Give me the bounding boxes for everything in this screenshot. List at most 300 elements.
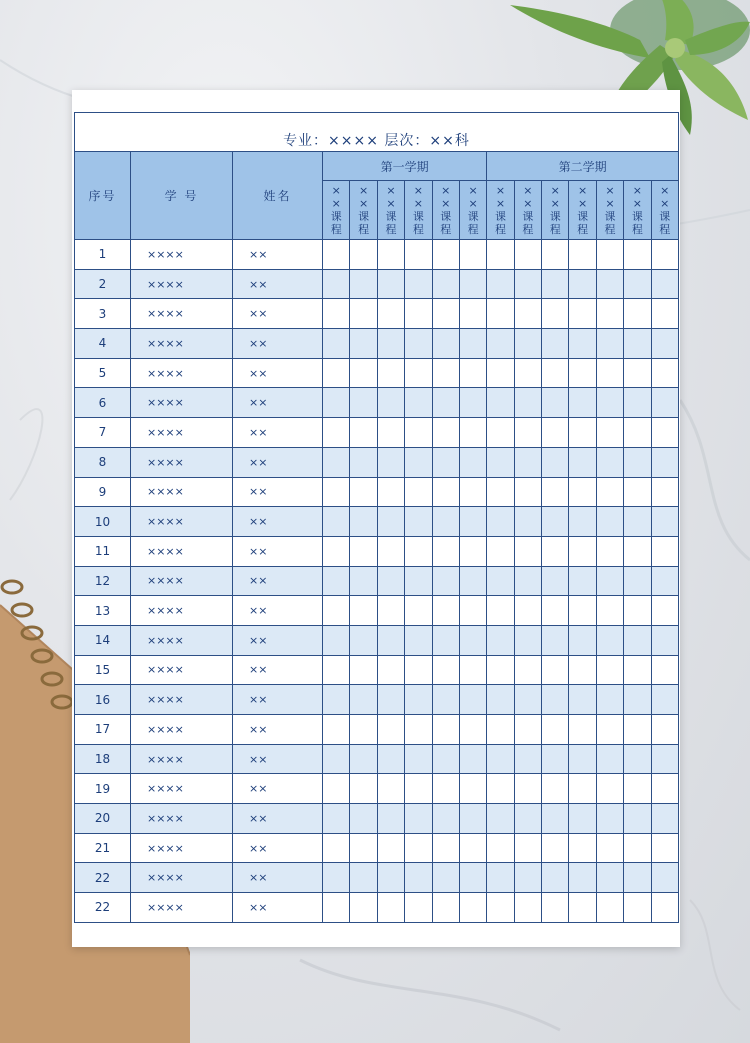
grade-cell[interactable]: [596, 388, 623, 418]
grade-cell[interactable]: [432, 269, 459, 299]
grade-cell[interactable]: [624, 240, 651, 270]
grade-cell[interactable]: [624, 507, 651, 537]
grade-cell[interactable]: [377, 774, 404, 804]
grade-cell[interactable]: [651, 329, 678, 359]
grade-cell[interactable]: [542, 329, 569, 359]
grade-cell[interactable]: [432, 447, 459, 477]
grade-cell[interactable]: [651, 240, 678, 270]
grade-cell[interactable]: [405, 536, 432, 566]
grade-cell[interactable]: [432, 299, 459, 329]
grade-cell[interactable]: [377, 477, 404, 507]
grade-cell[interactable]: [624, 744, 651, 774]
grade-cell[interactable]: [487, 477, 514, 507]
grade-cell[interactable]: [624, 388, 651, 418]
grade-cell[interactable]: [459, 804, 486, 834]
grade-cell[interactable]: [624, 299, 651, 329]
grade-cell[interactable]: [377, 833, 404, 863]
grade-cell[interactable]: [432, 329, 459, 359]
grade-cell[interactable]: [377, 418, 404, 448]
grade-cell[interactable]: [542, 804, 569, 834]
grade-cell[interactable]: [569, 536, 596, 566]
grade-cell[interactable]: [377, 655, 404, 685]
grade-cell[interactable]: [651, 418, 678, 448]
grade-cell[interactable]: [432, 893, 459, 923]
grade-cell[interactable]: [487, 863, 514, 893]
grade-cell[interactable]: [624, 566, 651, 596]
grade-cell[interactable]: [487, 358, 514, 388]
grade-cell[interactable]: [542, 507, 569, 537]
grade-cell[interactable]: [323, 477, 350, 507]
grade-cell[interactable]: [350, 744, 377, 774]
grade-cell[interactable]: [569, 299, 596, 329]
grade-cell[interactable]: [569, 596, 596, 626]
grade-cell[interactable]: [514, 507, 541, 537]
grade-cell[interactable]: [350, 299, 377, 329]
grade-cell[interactable]: [569, 833, 596, 863]
grade-cell[interactable]: [569, 774, 596, 804]
grade-cell[interactable]: [596, 625, 623, 655]
grade-cell[interactable]: [487, 447, 514, 477]
grade-cell[interactable]: [323, 299, 350, 329]
grade-cell[interactable]: [569, 418, 596, 448]
grade-cell[interactable]: [459, 240, 486, 270]
grade-cell[interactable]: [651, 863, 678, 893]
grade-cell[interactable]: [323, 774, 350, 804]
grade-cell[interactable]: [514, 299, 541, 329]
grade-cell[interactable]: [624, 863, 651, 893]
grade-cell[interactable]: [405, 744, 432, 774]
grade-cell[interactable]: [514, 833, 541, 863]
grade-cell[interactable]: [542, 715, 569, 745]
grade-cell[interactable]: [459, 507, 486, 537]
grade-cell[interactable]: [596, 329, 623, 359]
grade-cell[interactable]: [542, 625, 569, 655]
grade-cell[interactable]: [323, 655, 350, 685]
grade-cell[interactable]: [405, 685, 432, 715]
grade-cell[interactable]: [405, 804, 432, 834]
grade-cell[interactable]: [323, 536, 350, 566]
grade-cell[interactable]: [487, 655, 514, 685]
grade-cell[interactable]: [514, 477, 541, 507]
grade-cell[interactable]: [405, 240, 432, 270]
grade-cell[interactable]: [596, 804, 623, 834]
grade-cell[interactable]: [487, 240, 514, 270]
grade-cell[interactable]: [323, 240, 350, 270]
grade-cell[interactable]: [514, 329, 541, 359]
grade-cell[interactable]: [651, 477, 678, 507]
grade-cell[interactable]: [624, 655, 651, 685]
grade-cell[interactable]: [651, 715, 678, 745]
grade-cell[interactable]: [569, 625, 596, 655]
grade-cell[interactable]: [432, 774, 459, 804]
grade-cell[interactable]: [377, 329, 404, 359]
grade-cell[interactable]: [459, 596, 486, 626]
grade-cell[interactable]: [651, 388, 678, 418]
grade-cell[interactable]: [350, 240, 377, 270]
grade-cell[interactable]: [542, 418, 569, 448]
grade-cell[interactable]: [323, 447, 350, 477]
grade-cell[interactable]: [514, 418, 541, 448]
grade-cell[interactable]: [596, 893, 623, 923]
grade-cell[interactable]: [487, 685, 514, 715]
grade-cell[interactable]: [377, 536, 404, 566]
grade-cell[interactable]: [377, 715, 404, 745]
grade-cell[interactable]: [487, 774, 514, 804]
grade-cell[interactable]: [377, 269, 404, 299]
grade-cell[interactable]: [487, 299, 514, 329]
grade-cell[interactable]: [350, 507, 377, 537]
grade-cell[interactable]: [350, 655, 377, 685]
grade-cell[interactable]: [487, 893, 514, 923]
grade-cell[interactable]: [459, 625, 486, 655]
grade-cell[interactable]: [596, 240, 623, 270]
grade-cell[interactable]: [487, 833, 514, 863]
grade-cell[interactable]: [432, 536, 459, 566]
grade-cell[interactable]: [405, 566, 432, 596]
grade-cell[interactable]: [569, 893, 596, 923]
grade-cell[interactable]: [487, 269, 514, 299]
grade-cell[interactable]: [542, 685, 569, 715]
grade-cell[interactable]: [569, 715, 596, 745]
grade-cell[interactable]: [542, 863, 569, 893]
grade-cell[interactable]: [405, 299, 432, 329]
grade-cell[interactable]: [569, 804, 596, 834]
grade-cell[interactable]: [487, 625, 514, 655]
grade-cell[interactable]: [432, 804, 459, 834]
grade-cell[interactable]: [651, 447, 678, 477]
grade-cell[interactable]: [377, 388, 404, 418]
grade-cell[interactable]: [624, 715, 651, 745]
grade-cell[interactable]: [459, 655, 486, 685]
grade-cell[interactable]: [542, 566, 569, 596]
grade-cell[interactable]: [596, 418, 623, 448]
grade-cell[interactable]: [487, 715, 514, 745]
grade-cell[interactable]: [624, 685, 651, 715]
grade-cell[interactable]: [596, 358, 623, 388]
grade-cell[interactable]: [323, 685, 350, 715]
grade-cell[interactable]: [350, 774, 377, 804]
grade-cell[interactable]: [651, 744, 678, 774]
grade-cell[interactable]: [542, 358, 569, 388]
grade-cell[interactable]: [596, 863, 623, 893]
grade-cell[interactable]: [323, 507, 350, 537]
grade-cell[interactable]: [459, 774, 486, 804]
grade-cell[interactable]: [350, 477, 377, 507]
grade-cell[interactable]: [624, 418, 651, 448]
grade-cell[interactable]: [514, 804, 541, 834]
grade-cell[interactable]: [514, 240, 541, 270]
grade-cell[interactable]: [432, 477, 459, 507]
grade-cell[interactable]: [405, 507, 432, 537]
grade-cell[interactable]: [624, 536, 651, 566]
grade-cell[interactable]: [459, 299, 486, 329]
grade-cell[interactable]: [542, 299, 569, 329]
grade-cell[interactable]: [514, 269, 541, 299]
grade-cell[interactable]: [377, 804, 404, 834]
grade-cell[interactable]: [596, 477, 623, 507]
grade-cell[interactable]: [377, 358, 404, 388]
grade-cell[interactable]: [514, 596, 541, 626]
grade-cell[interactable]: [323, 863, 350, 893]
grade-cell[interactable]: [569, 447, 596, 477]
grade-cell[interactable]: [432, 507, 459, 537]
grade-cell[interactable]: [624, 893, 651, 923]
grade-cell[interactable]: [569, 507, 596, 537]
grade-cell[interactable]: [432, 418, 459, 448]
grade-cell[interactable]: [542, 447, 569, 477]
grade-cell[interactable]: [459, 715, 486, 745]
grade-cell[interactable]: [405, 477, 432, 507]
grade-cell[interactable]: [350, 388, 377, 418]
grade-cell[interactable]: [596, 299, 623, 329]
grade-cell[interactable]: [459, 536, 486, 566]
grade-cell[interactable]: [487, 388, 514, 418]
grade-cell[interactable]: [542, 893, 569, 923]
grade-cell[interactable]: [651, 804, 678, 834]
grade-cell[interactable]: [596, 507, 623, 537]
grade-cell[interactable]: [624, 477, 651, 507]
grade-cell[interactable]: [459, 863, 486, 893]
grade-cell[interactable]: [405, 863, 432, 893]
grade-cell[interactable]: [350, 447, 377, 477]
grade-cell[interactable]: [569, 566, 596, 596]
grade-cell[interactable]: [651, 358, 678, 388]
grade-cell[interactable]: [542, 744, 569, 774]
grade-cell[interactable]: [651, 625, 678, 655]
grade-cell[interactable]: [514, 536, 541, 566]
grade-cell[interactable]: [569, 744, 596, 774]
grade-cell[interactable]: [624, 596, 651, 626]
grade-cell[interactable]: [624, 833, 651, 863]
grade-cell[interactable]: [377, 447, 404, 477]
grade-cell[interactable]: [323, 596, 350, 626]
grade-cell[interactable]: [405, 893, 432, 923]
grade-cell[interactable]: [624, 774, 651, 804]
grade-cell[interactable]: [542, 240, 569, 270]
grade-cell[interactable]: [651, 566, 678, 596]
grade-cell[interactable]: [350, 833, 377, 863]
grade-cell[interactable]: [405, 269, 432, 299]
grade-cell[interactable]: [624, 625, 651, 655]
grade-cell[interactable]: [514, 566, 541, 596]
grade-cell[interactable]: [405, 655, 432, 685]
grade-cell[interactable]: [514, 744, 541, 774]
grade-cell[interactable]: [323, 715, 350, 745]
grade-cell[interactable]: [432, 715, 459, 745]
grade-cell[interactable]: [323, 269, 350, 299]
grade-cell[interactable]: [350, 418, 377, 448]
grade-cell[interactable]: [514, 358, 541, 388]
grade-cell[interactable]: [542, 536, 569, 566]
grade-cell[interactable]: [323, 833, 350, 863]
grade-cell[interactable]: [459, 566, 486, 596]
grade-cell[interactable]: [350, 625, 377, 655]
grade-cell[interactable]: [323, 893, 350, 923]
grade-cell[interactable]: [432, 863, 459, 893]
grade-cell[interactable]: [596, 833, 623, 863]
grade-cell[interactable]: [569, 358, 596, 388]
grade-cell[interactable]: [487, 804, 514, 834]
grade-cell[interactable]: [405, 715, 432, 745]
grade-cell[interactable]: [432, 744, 459, 774]
grade-cell[interactable]: [514, 625, 541, 655]
grade-cell[interactable]: [459, 358, 486, 388]
grade-cell[interactable]: [377, 299, 404, 329]
grade-cell[interactable]: [514, 447, 541, 477]
grade-cell[interactable]: [459, 477, 486, 507]
table-row: [75, 358, 679, 388]
grade-cell[interactable]: [596, 596, 623, 626]
grade-cell[interactable]: [350, 358, 377, 388]
grade-cell[interactable]: [459, 269, 486, 299]
grade-cell[interactable]: [459, 329, 486, 359]
grade-cell[interactable]: [651, 536, 678, 566]
grade-cell[interactable]: [350, 269, 377, 299]
grade-cell[interactable]: [350, 863, 377, 893]
grade-cell[interactable]: [487, 507, 514, 537]
grade-cell[interactable]: [432, 358, 459, 388]
grade-cell[interactable]: [405, 774, 432, 804]
grade-cell[interactable]: [569, 863, 596, 893]
grade-cell[interactable]: [514, 715, 541, 745]
grade-cell[interactable]: [405, 447, 432, 477]
grade-cell[interactable]: [377, 596, 404, 626]
grade-cell[interactable]: [350, 715, 377, 745]
grade-cell[interactable]: [542, 477, 569, 507]
grade-cell[interactable]: [432, 240, 459, 270]
grade-cell[interactable]: [651, 299, 678, 329]
grade-cell[interactable]: [651, 685, 678, 715]
grade-cell[interactable]: [377, 240, 404, 270]
grade-cell[interactable]: [624, 358, 651, 388]
grade-cell[interactable]: [487, 744, 514, 774]
grade-cell[interactable]: [624, 269, 651, 299]
grade-cell[interactable]: [569, 240, 596, 270]
grade-cell[interactable]: [459, 685, 486, 715]
grade-cell[interactable]: [651, 596, 678, 626]
grade-cell[interactable]: [596, 269, 623, 299]
grade-cell[interactable]: [596, 566, 623, 596]
grade-cell[interactable]: [487, 566, 514, 596]
grade-cell[interactable]: [542, 269, 569, 299]
grade-cell[interactable]: [624, 447, 651, 477]
grade-cell[interactable]: [651, 507, 678, 537]
grade-cell[interactable]: [323, 625, 350, 655]
grade-cell[interactable]: [432, 566, 459, 596]
grade-cell[interactable]: [350, 596, 377, 626]
grade-cell[interactable]: [432, 596, 459, 626]
grade-cell[interactable]: [350, 893, 377, 923]
grade-cell[interactable]: [377, 625, 404, 655]
grade-cell[interactable]: [405, 329, 432, 359]
grade-cell[interactable]: [350, 329, 377, 359]
grade-cell[interactable]: [459, 893, 486, 923]
grade-cell[interactable]: [514, 893, 541, 923]
grade-cell[interactable]: [323, 804, 350, 834]
grade-cell[interactable]: [569, 685, 596, 715]
grade-cell[interactable]: [596, 744, 623, 774]
grade-cell[interactable]: [405, 596, 432, 626]
grade-cell[interactable]: [651, 269, 678, 299]
grade-cell[interactable]: [596, 685, 623, 715]
grade-cell[interactable]: [459, 388, 486, 418]
grade-cell[interactable]: [487, 418, 514, 448]
grade-cell[interactable]: [542, 388, 569, 418]
grade-cell[interactable]: [651, 893, 678, 923]
grade-cell[interactable]: [596, 536, 623, 566]
grade-cell[interactable]: [405, 833, 432, 863]
grade-cell[interactable]: [596, 447, 623, 477]
grade-cell[interactable]: [323, 566, 350, 596]
grade-cell[interactable]: [323, 329, 350, 359]
grade-cell[interactable]: [569, 388, 596, 418]
grade-cell[interactable]: [514, 863, 541, 893]
grade-cell[interactable]: [459, 833, 486, 863]
grade-cell[interactable]: [542, 596, 569, 626]
grade-cell[interactable]: [542, 655, 569, 685]
grade-cell[interactable]: [350, 536, 377, 566]
grade-cell[interactable]: [432, 655, 459, 685]
grade-cell[interactable]: [514, 685, 541, 715]
grade-cell[interactable]: [459, 447, 486, 477]
grade-cell[interactable]: [569, 329, 596, 359]
grade-cell[interactable]: [514, 655, 541, 685]
grade-cell[interactable]: [350, 566, 377, 596]
grade-cell[interactable]: [432, 685, 459, 715]
grade-cell[interactable]: [350, 685, 377, 715]
grade-cell[interactable]: [323, 388, 350, 418]
grade-cell[interactable]: [651, 774, 678, 804]
grade-cell[interactable]: [651, 655, 678, 685]
grade-cell[interactable]: [624, 329, 651, 359]
grade-cell[interactable]: [459, 744, 486, 774]
grade-cell[interactable]: [542, 774, 569, 804]
grade-cell[interactable]: [487, 329, 514, 359]
grade-cell[interactable]: [377, 507, 404, 537]
grade-cell[interactable]: [432, 625, 459, 655]
grade-cell[interactable]: [377, 863, 404, 893]
grade-cell[interactable]: [459, 418, 486, 448]
grade-cell[interactable]: [624, 804, 651, 834]
grade-cell[interactable]: [377, 685, 404, 715]
grade-cell[interactable]: [569, 655, 596, 685]
grade-cell[interactable]: [487, 596, 514, 626]
grade-cell[interactable]: [542, 833, 569, 863]
grade-cell[interactable]: [569, 477, 596, 507]
grade-cell[interactable]: [651, 833, 678, 863]
grade-cell[interactable]: [432, 833, 459, 863]
grade-cell[interactable]: [432, 388, 459, 418]
grade-cell[interactable]: [596, 655, 623, 685]
grade-cell[interactable]: [405, 388, 432, 418]
grade-cell[interactable]: [377, 744, 404, 774]
grade-cell[interactable]: [377, 893, 404, 923]
grade-cell[interactable]: [323, 418, 350, 448]
grade-cell[interactable]: [405, 625, 432, 655]
grade-cell[interactable]: [405, 358, 432, 388]
grade-cell[interactable]: [514, 388, 541, 418]
grade-cell[interactable]: [596, 774, 623, 804]
grade-cell[interactable]: [323, 358, 350, 388]
grade-cell[interactable]: [487, 536, 514, 566]
grade-cell[interactable]: [323, 744, 350, 774]
grade-cell[interactable]: [569, 269, 596, 299]
grade-cell[interactable]: [377, 566, 404, 596]
grade-cell[interactable]: [514, 774, 541, 804]
grade-cell[interactable]: [350, 804, 377, 834]
grade-cell[interactable]: [405, 418, 432, 448]
grade-cell[interactable]: [596, 715, 623, 745]
